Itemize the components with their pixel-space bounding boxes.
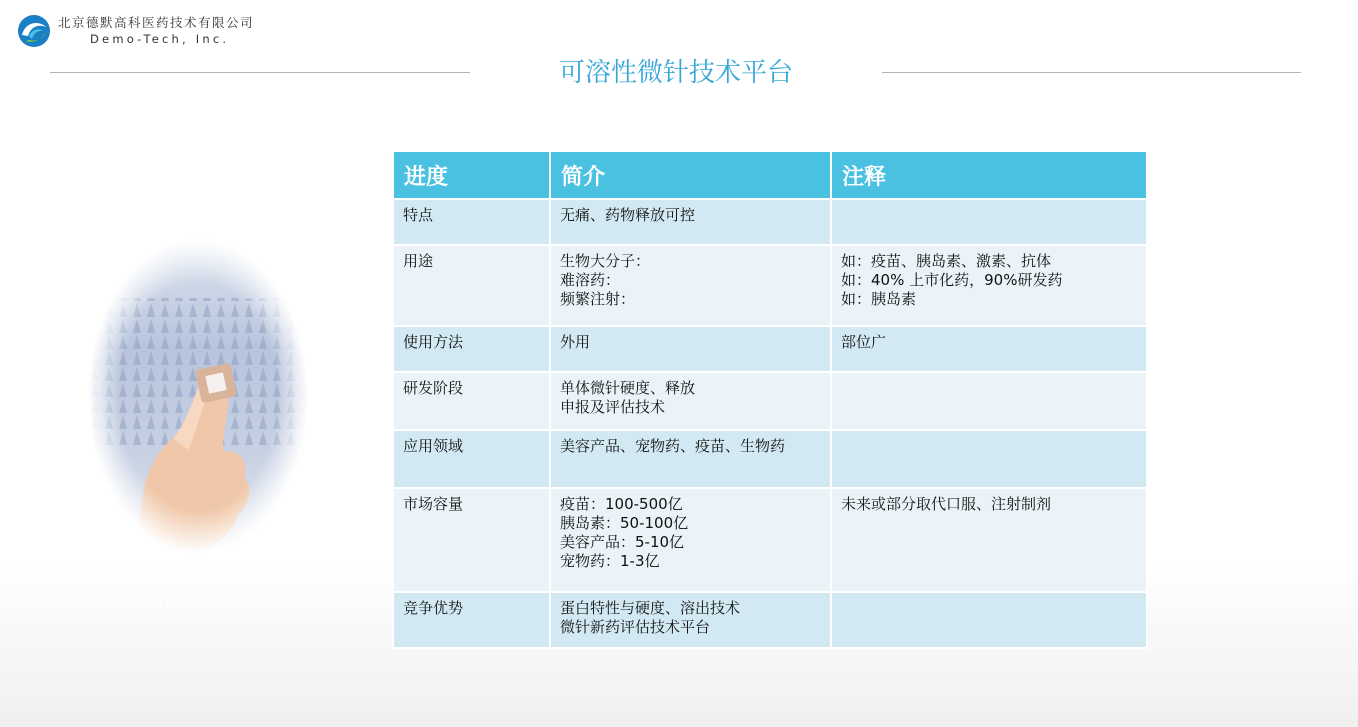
summary-line: 生物大分子： — [560, 252, 651, 270]
notes-cell — [831, 372, 1147, 430]
summary-line: 美容产品、宠物药、疫苗、生物药 — [560, 437, 786, 455]
summary-line: 无痛、药物释放可控 — [560, 206, 696, 224]
summary-cell — [550, 592, 831, 648]
summary-line: 微针新药评估技术平台 — [560, 618, 711, 636]
notes-cell — [831, 326, 1147, 372]
table-row — [393, 488, 1147, 592]
summary-line: 难溶药： — [560, 271, 621, 289]
title-divider-left — [50, 72, 470, 73]
progress-cell: 研发阶段 — [393, 372, 550, 430]
summary-line: 疫苗：100-500亿 — [560, 495, 683, 513]
table-row — [393, 199, 1147, 245]
page-title: 可溶性微针技术平台 — [558, 58, 793, 88]
microneedle-info-table — [392, 150, 1148, 649]
summary-line: 美容产品：5-10亿 — [560, 533, 685, 551]
company-name-en: Demo-Tech, Inc. — [90, 32, 230, 46]
summary-line: 蛋白特性与硬度、溶出技术 — [560, 599, 741, 617]
notes-cell — [831, 592, 1147, 648]
summary-line: 申报及评估技术 — [560, 398, 666, 416]
swirl-logo-icon — [17, 14, 51, 48]
notes-line: 如：40% 上市化药，90%研发药 — [841, 271, 1063, 289]
table-row — [393, 326, 1147, 372]
table-row — [393, 592, 1147, 648]
progress-cell: 市场容量 — [393, 488, 550, 592]
notes-cell — [831, 488, 1147, 592]
company-logo — [17, 14, 254, 48]
summary-cell — [550, 199, 831, 245]
progress-cell: 竞争优势 — [393, 592, 550, 648]
summary-line: 单体微针硬度、释放 — [560, 379, 696, 397]
notes-line: 部位广 — [841, 333, 887, 351]
progress-cell: 使用方法 — [393, 326, 550, 372]
title-divider-right — [882, 72, 1301, 73]
ghost-caption-right: 口服替代 — [1150, 592, 1222, 613]
notes-line: 如：疫苗、胰岛素、激素、抗体 — [841, 252, 1052, 270]
table-header-row — [393, 151, 1147, 199]
header-notes: 注释 — [831, 151, 1147, 199]
summary-line: 频繁注射： — [560, 290, 636, 308]
notes-line: 如：胰岛素 — [841, 290, 917, 308]
notes-line: 未来或部分取代口服、注射制剂 — [841, 495, 1052, 513]
table-row — [393, 372, 1147, 430]
header-summary: 简介 — [550, 151, 831, 199]
progress-cell: 用途 — [393, 245, 550, 326]
company-name-cn: 北京德默高科医药技术有限公司 — [58, 15, 255, 30]
notes-cell — [831, 199, 1147, 245]
summary-line: 胰岛素：50-100亿 — [560, 514, 689, 532]
table-row — [393, 430, 1147, 488]
summary-cell — [550, 488, 831, 592]
header-progress: 进度 — [393, 151, 550, 199]
microneedle-patch-photo — [88, 238, 308, 554]
summary-cell — [550, 430, 831, 488]
table-row — [393, 245, 1147, 326]
summary-cell — [550, 326, 831, 372]
summary-line: 宠物药：1-3亿 — [560, 552, 660, 570]
notes-cell — [831, 430, 1147, 488]
progress-cell: 特点 — [393, 199, 550, 245]
summary-line: 外用 — [560, 333, 591, 351]
summary-cell — [550, 372, 831, 430]
progress-cell: 应用领域 — [393, 430, 550, 488]
ghost-caption-left: 治疗性微针技术平台 — [138, 592, 300, 613]
notes-cell — [831, 245, 1147, 326]
summary-cell — [550, 245, 831, 326]
